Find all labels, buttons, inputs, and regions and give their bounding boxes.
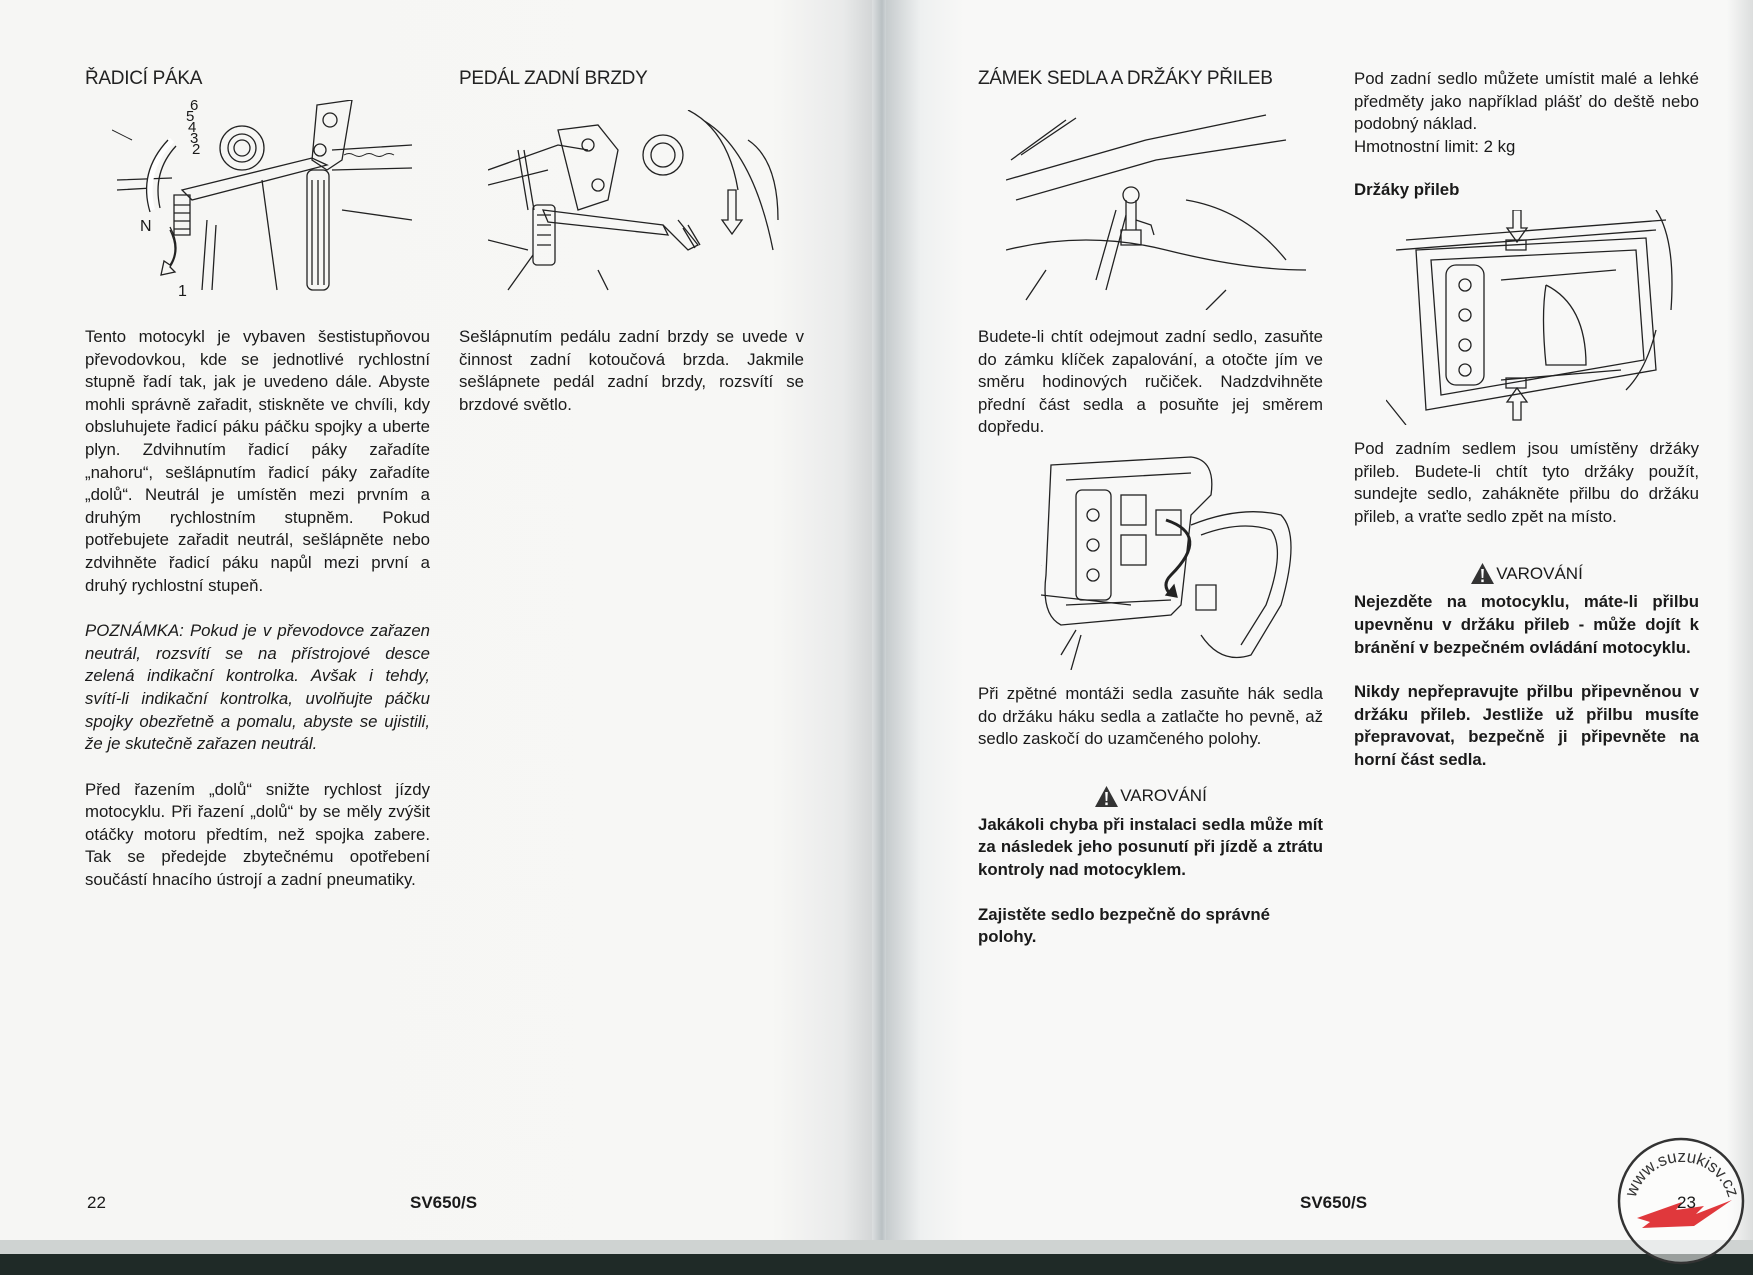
seat-lock-section: [978, 68, 1323, 91]
page-number-right: 23: [1677, 1193, 1696, 1212]
helmet-warning-header: [1354, 562, 1699, 585]
seat-lock-text-2: [978, 683, 1323, 949]
helmet-holders-paragraph: Pod zadním sedlem jsou umístěny držáky přileb. Budete-li chtít tyto držáky použít, sundejte sedlo, zahákněte přilbu do držáku přileb, a vraťte sedlo zpět na místo.: [1354, 439, 1699, 526]
helmet-warning-label: VAROVÁNÍ: [1496, 563, 1583, 583]
rear-brake-title: PEDÁL ZADNÍ BRZDY: [459, 68, 648, 89]
page-number-left: 22: [87, 1193, 106, 1212]
helmet-warning-text-2: Nikdy nepřepravujte přilbu připevněnou v držáku přileb. Jestliže už přilbu musíte přepravovat, bezpečně ji připevněte na horní část sedla.: [1354, 682, 1699, 769]
gear-lever-title: ŘADICÍ PÁKA: [85, 68, 203, 89]
storage-paragraph: Pod zadní sedlo můžete umístit malé a lehké předměty jako například plášť do deště nebo podobný náklad.: [1354, 69, 1699, 134]
helmet-holders-title: Držáky přileb: [1354, 180, 1460, 200]
neutral-label: N: [140, 218, 152, 235]
warning-triangle-icon: [1094, 785, 1119, 808]
gear-lever-note: POZNÁMKA: Pokud je v převodovce zařazen neutrál, rozsvítí se na přístrojové desce zelená indikační kontrolka. Avšak i tehdy, svítí-li indikační kontrolka, uvolňujte páčku spojky obezřetně a pomalu, abyste se ujistili, že je skutečně zařazen neutrál.: [85, 621, 430, 754]
left-page: [0, 0, 878, 1250]
seat-lock-title: ZÁMEK SEDLA A DRŽÁKY PŘILEB: [978, 68, 1273, 89]
watermark-url: www.suzukisv.cz: [1621, 1146, 1743, 1200]
page-bottom-edge: [0, 1240, 1753, 1254]
gear-label-2: 2: [192, 141, 201, 158]
seat-hook-figure: [1041, 455, 1331, 670]
storage-limit: Hmotnostní limit: 2 kg: [1354, 136, 1516, 156]
rear-brake-section: [459, 68, 804, 91]
seat-lock-paragraph-1: Budete-li chtít odejmout zadní sedlo, zasuňte do zámku klíček zapalování, a otočte jím ve směru hodinových ručiček. Nadzdvihněte přední část sedla a posuňte jej směrem dopředu.: [978, 327, 1323, 437]
gear-numbers: [186, 97, 201, 158]
gear-lever-figure: [112, 97, 412, 305]
gear-lever-paragraph-2: Před řazením „dolů“ snižte rychlost jízdy motocyklu. Při řazení „dolů“ by se měly zvýšit otáčky motoru předtím, než spojka zabere. Tak se předejde zbytečnému opotřebení součástí hnacího ústrojí a zadní pneumatiky.: [85, 779, 430, 890]
warning-triangle-icon: [1470, 562, 1495, 585]
gear-lever-paragraph-1: Tento motocykl je vybaven šestistupňovou převodovkou, kde se jednotlivé rychlostní stupně řadí tak, jak je uvedeno dále. Abyste mohli správně zařadit, stiskněte ve chvíli, kdy obsluhujete řadicí páku páčku spojky a uberte plyn. Zdvihnutím řadicí páky zařadíte „nahoru“, sešlápnutím řadicí páky zařadíte „dolů“. Neutrál je umístěn mezi prvním a druhým rychlostním stupněm. Pokud potřebujete zařadit neutrál, sešlápněte nebo zdvihněte řadicí páku napůl mezi první a druhý rychlostní stupeň.: [85, 327, 430, 595]
helmet-holders-figure: [1386, 210, 1676, 425]
seat-lock-figure: [1006, 100, 1306, 310]
gear-label-3: 3: [190, 130, 199, 147]
gear-lever-section: [85, 68, 430, 91]
seat-warning-text-2: Zajistěte sedlo bezpečně do správné polohy.: [978, 904, 1270, 947]
seat-lock-text-1: [978, 326, 1323, 439]
helmet-holders-text: [1354, 438, 1699, 772]
helmet-warning-text-1: Nejezděte na motocyklu, máte-li přilbu upevněnu v držáku přileb - může dojít k bránění v bezpečném ovládání motocyklu.: [1354, 592, 1699, 657]
right-page: [886, 0, 1753, 1250]
rear-brake-text: [459, 326, 804, 416]
model-label-left: SV650/S: [410, 1193, 478, 1212]
rear-brake-paragraph: Sešlápnutím pedálu zadní brzdy se uvede v činnost zadní kotoučová brzda. Jakmile sešlápnete pedál zadní brzdy, rozsvítí se brzdové světlo.: [459, 327, 804, 414]
gear-label-5: 5: [186, 108, 195, 125]
seat-warning-header: [978, 785, 1323, 808]
gear-label-4: 4: [188, 119, 197, 136]
storage-section: [1354, 68, 1699, 202]
first-gear-label: 1: [178, 283, 187, 300]
gear-lever-text: [85, 326, 430, 892]
seat-warning-label: VAROVÁNÍ: [1120, 785, 1207, 805]
model-label-right: SV650/S: [1300, 1193, 1368, 1212]
rear-brake-figure: [488, 110, 788, 300]
seat-warning-text-1: Jakákoli chyba při instalaci sedla může mít za následek jeho posunutí při jízdě a ztrátu kontroly nad motocyklem.: [978, 814, 1323, 879]
seat-lock-paragraph-2: Při zpětné montáži sedla zasuňte hák sedla do držáku háku sedla a zatlačte ho pevně, až sedlo zaskočí do uzamčeného polohy.: [978, 684, 1323, 749]
gear-label-6: 6: [190, 97, 199, 114]
